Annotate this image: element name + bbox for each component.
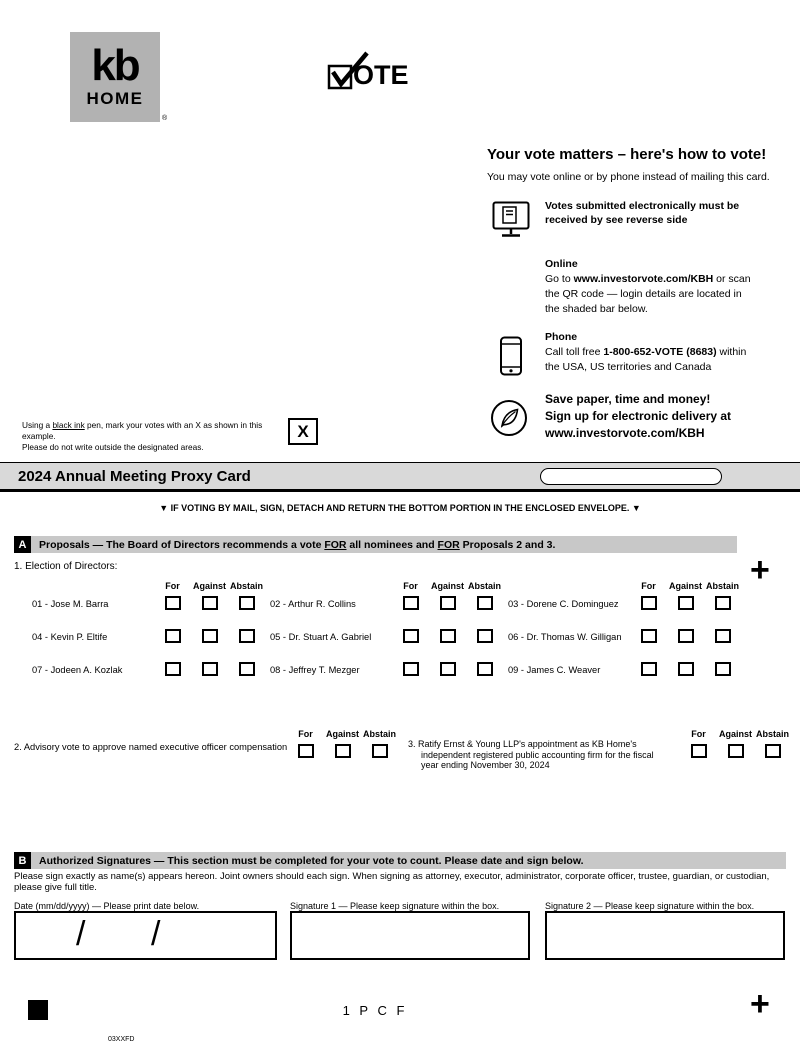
detach-instruction: ▼ IF VOTING BY MAIL, SIGN, DETACH AND RETURN THE BOTTOM PORTION IN THE ENCLOSED ENVELOPE. ▼	[159, 503, 641, 513]
nominee-name-08: 08 - Jeffrey T. Mezger	[270, 665, 360, 675]
kb-logo-home: HOME	[86, 89, 144, 108]
vote-matters-title: Your vote matters – here's how to vote!	[487, 146, 767, 163]
save-paper-line2: Sign up for electronic delivery at	[545, 409, 732, 423]
online-voting-block	[545, 257, 751, 317]
online-label: Online	[545, 258, 578, 270]
online-url: www.investorvote.com/KBH	[573, 273, 714, 285]
checkbox-04-for[interactable]	[165, 629, 181, 643]
ink-line1-pre: Using a	[22, 420, 53, 430]
vote-logo	[326, 50, 436, 94]
electronic-votes-note-line1: Votes submitted electronically must be	[545, 200, 740, 212]
ink-line1-underlined: black ink	[52, 420, 85, 430]
director-grid-col-3	[508, 581, 741, 695]
online-line3: the shaded bar below.	[545, 303, 648, 315]
date-slash-1: /	[76, 915, 86, 953]
control-number-pill	[540, 468, 722, 485]
online-line1-pre: Go to	[545, 273, 574, 285]
checkbox-05-abstain[interactable]	[477, 629, 493, 643]
checkbox-02-abstain[interactable]	[477, 596, 493, 610]
nominee-name-05: 05 - Dr. Stuart A. Gabriel	[270, 632, 372, 642]
checkbox-07-abstain[interactable]	[239, 662, 255, 676]
vote-header-for: For	[403, 581, 418, 591]
section-a-badge: A	[14, 536, 31, 553]
vote-header-abstain: Abstain	[467, 581, 501, 591]
signature1-field-label: Signature 1 — Please keep signature within the box.	[290, 901, 500, 911]
section-a-title-for1: FOR	[324, 538, 347, 551]
nominee-name-04: 04 - Kevin P. Eltife	[32, 632, 108, 642]
ink-instructions-line2: Please do not write outside the designated areas.	[22, 442, 204, 452]
proposal-2-vote-grid	[287, 729, 398, 764]
nominee-name-09: 09 - James C. Weaver	[508, 665, 601, 675]
date-field-label: Date (mm/dd/yyyy) — Please print date below.	[14, 901, 200, 911]
section-a-title-part3: Proposals 2 and 3.	[459, 538, 556, 551]
checkbox-06-against[interactable]	[678, 629, 694, 643]
kb-logo-kb: kb	[91, 41, 139, 90]
electronic-votes-note	[545, 199, 739, 227]
proposal-3-text	[408, 739, 674, 771]
phone-number: 1-800-652-VOTE (8683)	[603, 346, 717, 358]
phone-icon	[499, 336, 523, 381]
section-b-header	[14, 852, 786, 869]
section-a-title-for2: FOR	[437, 538, 460, 551]
save-paper-block	[545, 391, 731, 442]
checkbox-05-for[interactable]	[403, 629, 419, 643]
vote-header-against: Against	[430, 581, 464, 591]
signature2-field-label: Signature 2 — Please keep signature within the box.	[545, 901, 755, 911]
phone-line2: the USA, US territories and Canada	[545, 361, 712, 373]
vote-header-against: Against	[668, 581, 702, 591]
vote-header-for: For	[298, 729, 313, 739]
signature-instructions: Please sign exactly as name(s) appears hereon. Joint owners should each sign. When signing as attorney, executor, administrator, corporate officer, trustee, guardian, or custodian, please give full title.	[14, 871, 770, 893]
checkbox-07-against[interactable]	[202, 662, 218, 676]
vote-header-abstain: Abstain	[705, 581, 739, 591]
date-slash-2: /	[151, 915, 161, 953]
example-mark-box	[288, 418, 318, 445]
online-line1	[545, 272, 751, 287]
checkbox-p3-against[interactable]	[728, 744, 744, 758]
monitor-icon	[492, 201, 530, 244]
checkbox-07-for[interactable]	[165, 662, 181, 676]
section-a-header	[14, 536, 737, 553]
checkbox-06-for[interactable]	[641, 629, 657, 643]
checkbox-02-for[interactable]	[403, 596, 419, 610]
checkbox-01-abstain[interactable]	[239, 596, 255, 610]
phone-line1-pre: Call toll free	[545, 346, 604, 358]
leaf-icon	[490, 399, 528, 442]
ink-instructions	[22, 420, 284, 453]
checkbox-08-for[interactable]	[403, 662, 419, 676]
vote-checkbox-icon	[326, 50, 436, 94]
checkbox-p2-abstain[interactable]	[372, 744, 388, 758]
checkbox-03-against[interactable]	[678, 596, 694, 610]
checkbox-01-against[interactable]	[202, 596, 218, 610]
electronic-votes-note-line2: received by see reverse side	[545, 214, 688, 226]
section-b-badge: B	[14, 852, 31, 869]
vote-header-against: Against	[325, 729, 359, 739]
checkbox-08-abstain[interactable]	[477, 662, 493, 676]
proposal-1-title: 1. Election of Directors:	[14, 561, 118, 572]
checkbox-03-abstain[interactable]	[715, 596, 731, 610]
kb-home-logo	[70, 32, 160, 122]
checkbox-p2-against[interactable]	[335, 744, 351, 758]
director-grid-col-2	[270, 581, 503, 695]
save-paper-line3: www.investorvote.com/KBH	[545, 426, 705, 440]
registration-mark-icon: +	[750, 985, 770, 1023]
nominee-name-07: 07 - Jodeen A. Kozlak	[32, 665, 123, 675]
proposal-3-line2: independent registered public accounting firm for the fiscal	[421, 749, 654, 760]
registration-mark-icon: +	[750, 551, 770, 589]
vote-header-abstain: Abstain	[755, 729, 789, 739]
checkbox-03-for[interactable]	[641, 596, 657, 610]
proposal-3-vote-grid	[680, 729, 791, 764]
checkbox-p3-for[interactable]	[691, 744, 707, 758]
vote-header-abstain: Abstain	[362, 729, 396, 739]
proposal-3-line3: year ending November 30, 2024	[421, 760, 550, 770]
proxy-card-title: 2024 Annual Meeting Proxy Card	[18, 468, 251, 485]
nominee-name-02: 02 - Arthur R. Collins	[270, 599, 356, 609]
checkbox-09-against[interactable]	[678, 662, 694, 676]
checkbox-01-for[interactable]	[165, 596, 181, 610]
phone-line1	[545, 345, 746, 360]
proposal-3-line1: 3. Ratify Ernst & Young LLP's appointment as KB Home's	[408, 739, 637, 749]
vote-header-abstain: Abstain	[229, 581, 263, 591]
checkbox-05-against[interactable]	[440, 629, 456, 643]
vote-header-for: For	[641, 581, 656, 591]
vote-header-for: For	[165, 581, 180, 591]
vote-header-for: For	[691, 729, 706, 739]
checkbox-p2-for[interactable]	[298, 744, 314, 758]
online-line2: the QR code — login details are located in	[545, 288, 742, 300]
checkbox-08-against[interactable]	[440, 662, 456, 676]
nominee-name-03: 03 - Dorene C. Dominguez	[508, 599, 619, 609]
section-b-title: Authorized Signatures — This section must be completed for your vote to count. Please date and sign below.	[39, 854, 584, 867]
signature1-input-box[interactable]	[290, 911, 530, 960]
registration-square-icon	[28, 1000, 48, 1020]
checkbox-p3-abstain[interactable]	[765, 744, 781, 758]
phone-voting-block	[545, 330, 746, 375]
checkbox-06-abstain[interactable]	[715, 629, 731, 643]
checkbox-02-against[interactable]	[440, 596, 456, 610]
proxy-card-title-bar	[0, 462, 800, 492]
example-mark: X	[297, 421, 309, 441]
checkbox-09-abstain[interactable]	[715, 662, 731, 676]
checkbox-09-for[interactable]	[641, 662, 657, 676]
nominee-name-06: 06 - Dr. Thomas W. Gilligan	[508, 632, 622, 642]
nominee-name-01: 01 - Jose M. Barra	[32, 599, 109, 609]
ink-line1-post: pen, mark your votes with an X as shown in this example.	[22, 420, 263, 441]
director-grid-col-1	[32, 581, 265, 695]
checkbox-04-abstain[interactable]	[239, 629, 255, 643]
footer-code: 1 P C F	[342, 1003, 408, 1018]
section-a-title-part2: all nominees and	[346, 538, 438, 551]
vote-header-against: Against	[718, 729, 752, 739]
save-paper-line1: Save paper, time and money!	[545, 392, 711, 406]
registered-trademark-symbol: ®	[162, 115, 168, 122]
section-a-title	[39, 539, 555, 551]
proposal-2-text: 2. Advisory vote to approve named executive officer compensation	[14, 742, 288, 752]
signature2-input-box[interactable]	[545, 911, 785, 960]
section-a-title-part1: Proposals — The Board of Directors recommends a vote	[39, 538, 325, 551]
form-id: 03XXFD	[108, 1036, 135, 1043]
checkbox-04-against[interactable]	[202, 629, 218, 643]
vote-logo-letters: OTE	[353, 60, 409, 90]
date-input-box[interactable]	[14, 911, 277, 960]
vote-matters-subtitle: You may vote online or by phone instead of mailing this card.	[487, 171, 770, 183]
phone-line1-post: within	[716, 346, 747, 358]
ink-instructions-line1	[22, 420, 284, 442]
vote-header-against: Against	[192, 581, 226, 591]
phone-label: Phone	[545, 331, 578, 343]
online-line1-post: or scan	[713, 273, 751, 285]
